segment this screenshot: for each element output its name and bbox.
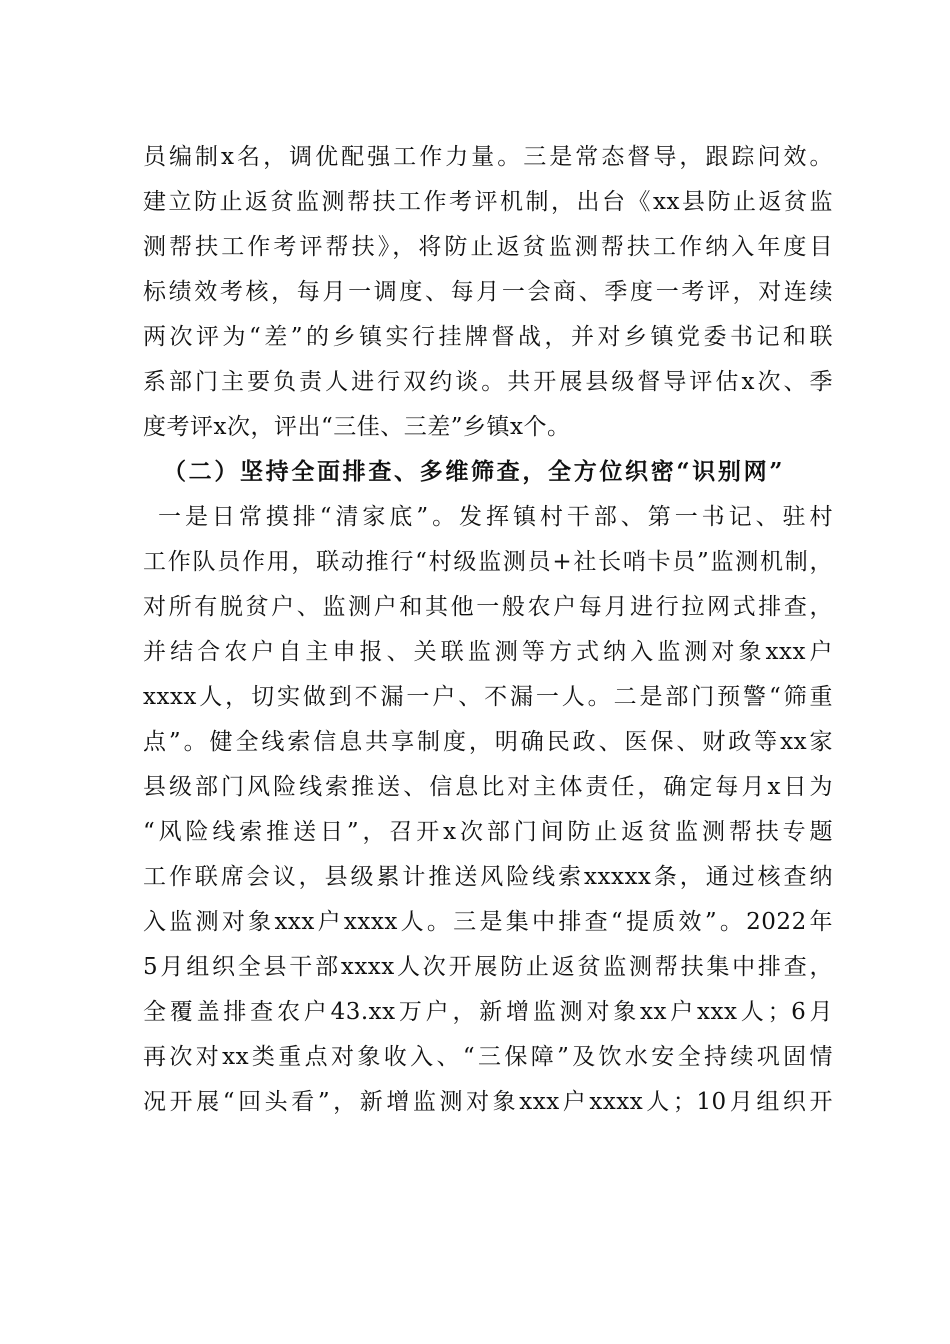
paragraph-line: 况开展“回头看”，新增监测对象xxx户xxxx人；10月组织开	[143, 1089, 833, 1115]
paragraph-line: xxxx人，切实做到不漏一户、不漏一人。二是部门预警“筛重	[143, 684, 833, 710]
paragraph-line: 县级部门风险线索推送、信息比对主体责任，确定每月x日为	[143, 774, 833, 800]
paragraph-line: 工作队员作用，联动推行“村级监测员+社长哨卡员”监测机制，	[143, 549, 833, 575]
paragraph-line: 度考评x次，评出“三佳、三差”乡镇x个。	[143, 414, 571, 440]
paragraph-line: 两次评为“差”的乡镇实行挂牌督战，并对乡镇党委书记和联	[143, 324, 833, 350]
paragraph-line: 再次对xx类重点对象收入、“三保障”及饮水安全持续巩固情	[143, 1044, 833, 1070]
paragraph-line: “风险线索推送日”，召开x次部门间防止返贫监测帮扶专题	[143, 819, 833, 845]
paragraph-line: 系部门主要负责人进行双约谈。共开展县级督导评估x次、季	[143, 369, 833, 395]
paragraph-line: 测帮扶工作考评帮扶》，将防止返贫监测帮扶工作纳入年度目	[143, 234, 833, 260]
paragraph-line: 点”。健全线索信息共享制度，明确民政、医保、财政等xx家	[143, 729, 833, 755]
paragraph-line: 一是日常摸排“清家底”。发挥镇村干部、第一书记、驻村	[158, 504, 833, 530]
paragraph-line: 员编制x名，调优配强工作力量。三是常态督导，跟踪问效。	[143, 144, 833, 170]
paragraph-line: 并结合农户自主申报、关联监测等方式纳入监测对象xxx户	[143, 639, 833, 665]
paragraph-line: 5月组织全县干部xxxx人次开展防止返贫监测帮扶集中排查，	[143, 954, 833, 980]
paragraph-line: 工作联席会议，县级累计推送风险线索xxxxx条，通过核查纳	[143, 864, 833, 890]
paragraph-line: 标绩效考核，每月一调度、每月一会商、季度一考评，对连续	[143, 279, 833, 305]
section-heading: （二）坚持全面排查、多维筛查，全方位织密“识别网”	[163, 458, 783, 485]
paragraph-line: 对所有脱贫户、监测户和其他一般农户每月进行拉网式排查，	[143, 594, 833, 620]
paragraph-line: 建立防止返贫监测帮扶工作考评机制，出台《xx县防止返贫监	[143, 189, 833, 215]
paragraph-line: 入监测对象xxx户xxxx人。三是集中排查“提质效”。2022年	[143, 909, 833, 935]
paragraph-line: 全覆盖排查农户43.xx万户，新增监测对象xx户xxx人；6月	[143, 999, 833, 1025]
